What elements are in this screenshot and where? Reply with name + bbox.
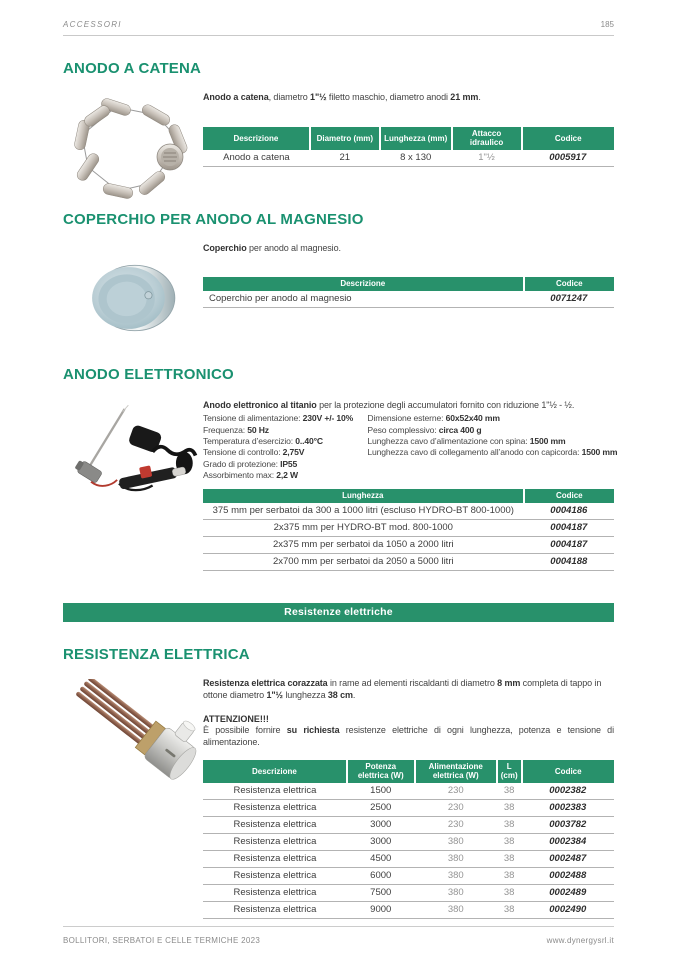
table-cell: 380 [415, 885, 497, 902]
column-header: Descrizione [203, 760, 347, 783]
spec-value: 1500 mm [581, 447, 618, 458]
table-cell: 230 [415, 783, 497, 800]
table-row [203, 536, 614, 553]
spec-value: 230V +/- 10% [302, 413, 354, 424]
table-cell: Resistenza elettrica [203, 902, 347, 919]
spec-label: Dimensione esterne: [367, 413, 446, 424]
product-block-coperchio [63, 242, 614, 338]
table-cell: 38 [497, 868, 522, 885]
spec-line [367, 425, 614, 436]
table-cell: 230 [415, 817, 497, 834]
magnesium-anode-cover-photo [63, 242, 203, 338]
column-header: Codice [524, 277, 614, 291]
attention-heading: ATTENZIONE!!! [203, 713, 269, 724]
table-cell: 2500 [347, 800, 415, 817]
table-cell: 0002489 [522, 885, 615, 902]
bold-text: Coperchio [203, 243, 247, 253]
table-row [203, 519, 614, 536]
table-cell: Anodo a catena [203, 150, 310, 167]
table-cell: 380 [415, 834, 497, 851]
spec-line [203, 425, 367, 436]
chain-anode-illustration [68, 91, 198, 203]
column-header: Codice [524, 489, 614, 503]
text: in rame ad elementi riscaldanti di diametro [327, 677, 498, 688]
table-cell: 375 mm per serbatoi da 300 a 1000 litri (escluso HYDRO-BT 800-1000) [203, 503, 524, 520]
spec-line [367, 413, 614, 424]
text: , diametro [268, 92, 311, 102]
table-cell: 38 [497, 834, 522, 851]
spec-label: Tensione di controllo: [203, 447, 283, 458]
electronic-anode-photo [63, 399, 203, 571]
table-cell: 0004188 [524, 553, 614, 570]
column-header: Descrizione [203, 277, 524, 291]
bold-text: 8 mm [497, 677, 521, 688]
text: . [478, 92, 481, 102]
bold-text: 1"½ [266, 689, 283, 700]
column-header: Diametro (mm) [310, 127, 380, 150]
bold-text: 38 cm [327, 689, 353, 700]
product-description [203, 242, 614, 254]
column-header: Descrizione [203, 127, 310, 150]
data-table [203, 760, 614, 919]
spec-line [367, 436, 614, 447]
column-header: Alimentazione elettrica (W) [415, 760, 497, 783]
section-title-resistenza: RESISTENZA ELETTRICA [63, 645, 250, 663]
table-cell: 38 [497, 800, 522, 817]
table-cell: 3000 [347, 834, 415, 851]
attention-text [203, 724, 614, 748]
table-cell: Coperchio per anodo al magnesio [203, 291, 524, 308]
table-cell: 2x375 mm per serbatoi da 1050 a 2000 litri [203, 536, 524, 553]
table-row [203, 868, 614, 885]
data-table [203, 127, 614, 167]
section-title-anodo-elettronico: ANODO ELETTRONICO [63, 366, 234, 383]
product-table [203, 277, 614, 308]
bold-text: 21 mm [450, 92, 479, 102]
product-block-anodo-elettronico [63, 399, 618, 571]
product-info [203, 242, 614, 338]
table-header-row [203, 760, 614, 783]
column-header: L (cm) [497, 760, 522, 783]
table-cell: 0071247 [524, 291, 614, 308]
bold-text: Anodo elettronico al titanio [203, 400, 317, 410]
text: lunghezza [282, 689, 328, 700]
table-cell: 9000 [347, 902, 415, 919]
column-header: Codice [522, 760, 615, 783]
banner-label: Resistenze elettriche [284, 605, 393, 618]
footer-catalog-title: BOLLITORI, SERBATOI E CELLE TERMICHE 2023 [63, 936, 261, 945]
table-cell: 0003782 [522, 817, 615, 834]
table-cell: 380 [415, 851, 497, 868]
spec-label: Grado di protezione: [203, 458, 281, 469]
table-cell: 0002487 [522, 851, 615, 868]
table-row [203, 800, 614, 817]
spec-label: Temperatura d’esercizio: [203, 435, 296, 446]
heating-element-illustration [63, 679, 203, 783]
table-row [203, 851, 614, 868]
data-table [203, 489, 614, 571]
product-block-anodo-catena [63, 91, 614, 203]
table-cell: 0004187 [524, 519, 614, 536]
text: per la protezione degli accumulatori fornito con riduzione 1"½ - ½. [316, 400, 575, 410]
table-cell: Resistenza elettrica [203, 851, 347, 868]
section-title-anodo-catena: ANODO A CATENA [63, 60, 202, 77]
text: È possibile fornire [203, 724, 287, 735]
page-header [63, 0, 614, 36]
text: per anodo al magnesio. [246, 243, 341, 253]
table-cell: 0002384 [522, 834, 615, 851]
column-header: Lunghezza [203, 489, 524, 503]
table-cell: 38 [497, 885, 522, 902]
spec-label: Peso complessivo: [367, 424, 439, 435]
table-row [203, 885, 614, 902]
header-section-label: ACCESSORI [63, 20, 122, 29]
table-cell: 1"½ [452, 150, 522, 167]
table-cell: 4500 [347, 851, 415, 868]
column-header: Potenza elettrica (W) [347, 760, 415, 783]
section-title-coperchio: COPERCHIO PER ANODO AL MAGNESIO [63, 211, 364, 228]
spec-value: 60x52x40 mm [445, 413, 500, 424]
cover-illustration [83, 258, 183, 338]
product-info [203, 399, 618, 571]
table-header-row [203, 127, 614, 150]
category-banner [63, 603, 614, 622]
product-description [203, 91, 614, 103]
table-row [203, 783, 614, 800]
heating-element-photo [63, 677, 203, 920]
bold-text: 1"½ [310, 92, 327, 102]
table-cell: 8 x 130 [380, 150, 452, 167]
table-cell: 38 [497, 902, 522, 919]
spec-value: circa 400 g [438, 424, 482, 435]
table-cell: 38 [497, 783, 522, 800]
product-table [203, 127, 614, 167]
table-row [203, 902, 614, 919]
spec-columns [203, 413, 618, 482]
table-cell: 0002382 [522, 783, 615, 800]
spec-label: Lunghezza cavo di collegamento all’anodo con capicorda: [367, 447, 582, 458]
text: resistenze elettriche di ogni lunghezza, potenza e tensione di alimentazione. [203, 724, 614, 748]
page-number: 185 [600, 20, 614, 29]
table-cell: Resistenza elettrica [203, 800, 347, 817]
spec-value: 50 Hz [247, 424, 269, 435]
product-info [203, 677, 614, 920]
spec-line [203, 436, 367, 447]
text: filetto maschio, diametro anodi [326, 92, 451, 102]
spec-line [203, 459, 367, 470]
spec-line [203, 470, 367, 481]
spec-line [203, 413, 367, 424]
data-table [203, 277, 614, 308]
table-cell: Resistenza elettrica [203, 834, 347, 851]
spec-value: 1500 mm [529, 435, 566, 446]
product-description [203, 677, 614, 701]
table-header-row [203, 277, 614, 291]
spec-value: 2,75V [282, 447, 305, 458]
table-row [203, 503, 614, 520]
product-info [203, 91, 614, 203]
table-cell: Resistenza elettrica [203, 783, 347, 800]
table-cell: 38 [497, 817, 522, 834]
table-cell: 380 [415, 868, 497, 885]
table-cell: 21 [310, 150, 380, 167]
table-row [203, 291, 614, 308]
table-cell: 2x375 mm per HYDRO-BT mod. 800-1000 [203, 519, 524, 536]
bold-text: su richiesta [286, 724, 340, 735]
spec-line [203, 447, 367, 458]
table-header-row [203, 489, 614, 503]
product-table [203, 760, 614, 919]
table-cell: Resistenza elettrica [203, 885, 347, 902]
table-cell: 38 [497, 851, 522, 868]
table-cell: 0002490 [522, 902, 615, 919]
text: . [352, 689, 356, 700]
table-cell: 0002383 [522, 800, 615, 817]
column-header: Attacco idraulico [452, 127, 522, 150]
table-cell: 6000 [347, 868, 415, 885]
spec-line [367, 447, 618, 458]
table-cell: 230 [415, 800, 497, 817]
table-row [203, 150, 614, 167]
spec-value: IP55 [280, 458, 298, 469]
table-row [203, 553, 614, 570]
table-cell: 2x700 mm per serbatoi da 2050 a 5000 litri [203, 553, 524, 570]
text: completa di tappo in ottone diametro [203, 677, 602, 700]
table-row [203, 817, 614, 834]
table-cell: 1500 [347, 783, 415, 800]
spec-label: Frequenza: [203, 424, 248, 435]
electronic-anode-illustration [63, 401, 203, 499]
chain-anode-photo [63, 91, 203, 203]
product-description [203, 399, 614, 411]
column-header: Codice [522, 127, 615, 150]
spec-value: 2,2 W [276, 470, 298, 481]
spec-label: Tensione di alimentazione: [203, 413, 303, 424]
footer-website: www.dynergysrl.it [546, 936, 614, 945]
product-table [203, 489, 614, 571]
spec-value: 0..40°C [295, 435, 323, 446]
spec-column-left [203, 413, 367, 482]
bold-text: Anodo a catena [203, 92, 269, 102]
table-row [203, 834, 614, 851]
table-cell: 0005917 [522, 150, 615, 167]
table-cell: 0004187 [524, 536, 614, 553]
table-cell: Resistenza elettrica [203, 817, 347, 834]
table-cell: 7500 [347, 885, 415, 902]
page-footer [63, 926, 614, 945]
table-cell: 0002488 [522, 868, 615, 885]
column-header: Lunghezza (mm) [380, 127, 452, 150]
bold-text: Resistenza elettrica corazzata [203, 677, 328, 688]
spec-label: Assorbimento max: [203, 470, 277, 481]
spec-label: Lunghezza cavo d’alimentazione con spina: [367, 435, 530, 446]
table-cell: Resistenza elettrica [203, 868, 347, 885]
product-block-resistenza [63, 677, 614, 920]
table-cell: 3000 [347, 817, 415, 834]
spec-column-right [367, 413, 618, 482]
table-cell: 0004186 [524, 503, 614, 520]
table-cell: 380 [415, 902, 497, 919]
